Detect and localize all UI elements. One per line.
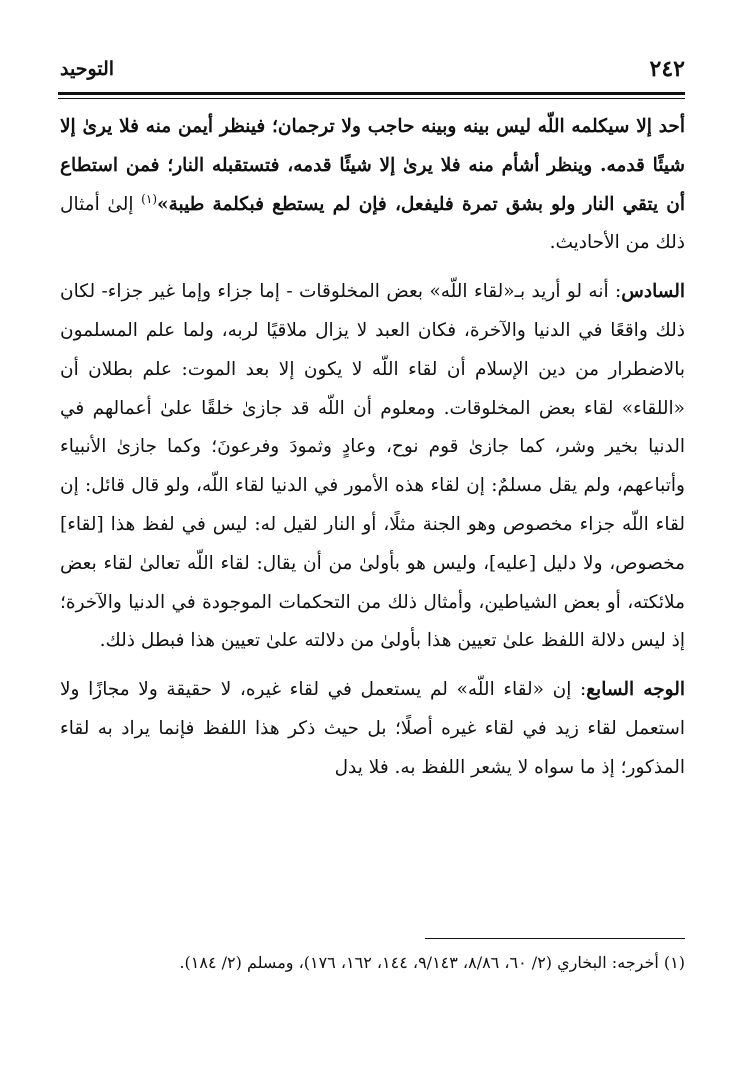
hadith-quote: أحد إلا سيكلمه اللّه ليس بينه وبينه حاجب ولا ترجمان؛ فينظر أيمن منه فلا يرىٰ إلا شيئًا قدمه. وينظر أشأم منه فلا يرىٰ إلا شيئًا قدمه، فتستقبله النار؛ فمن استطاع أن يتقي النار ولو بشق تمرة فليفعل، فإن لم يستطع فبكلمة طيبة» — [60, 116, 686, 215]
footnote-marker: (١) — [141, 191, 157, 206]
section-label-seventh: الوجه السابع — [586, 679, 685, 701]
section-label-sixth: السادس — [621, 281, 685, 303]
paragraph-sixth-text: : أنه لو أريد بـ«لقاء اللّه» بعض المخلوقات - إما جزاء وإما غير جزاء- لكان ذلك واقعًا في الدنيا والآخرة، فكان العبد لا يزال ملاقيًا لربه، ولما علم المسلمون بالاضطرار من دين الإسلام أن لقاء اللّه لا يكون إلا بعد الموت: علم بطلان أن «اللقاء» لقاء بعض المخلوقات. ومعلوم أن اللّه قد جازىٰ خلقًا علىٰ أعمالهم في الدنيا بخير وشر، كما جازىٰ قوم نوح، وعادٍ وثمودَ وفرعونَ؛ وكما جازىٰ الأنبياء وأتباعهم، ولم يقل مسلمٌ: إن لقاء هذه الأمور في الدنيا لقاء اللّه، ولو قال قائل: إن لقاء اللّه جزاء مخصوص وهو الجنة مثلًا، أو النار لقيل له: ليس في لفظ هذا [لقاء] مخصوص، ولا دليل [عليه]، وليس هو بأولىٰ من أن يقال: لقاء اللّه تعالىٰ لقاء بعض ملائكته، أو بعض الشياطين، وأمثال ذلك من التحكمات الموجودة في الدنيا والآخرة؛ إذ ليس دلالة اللفظ علىٰ تعيين هذا بأولىٰ من دلالته علىٰ تعيين هذا فبطل ذلك. — [60, 281, 685, 652]
paragraph-sixth — [60, 273, 685, 661]
page-header — [60, 52, 685, 92]
footnote-separator — [425, 938, 685, 939]
paragraph-seventh — [60, 671, 685, 787]
paragraph-hadith — [60, 108, 685, 263]
page-number: ٢٤٢ — [649, 56, 685, 82]
main-text — [60, 108, 685, 788]
footnote: (١) أخرجه: البخاري (٢/ ٦٠، ٨/٨٦، ٩/١٤٣، ١٤٤، ١٦٢، ١٧٦)، ومسلم (٢/ ١٨٤). — [179, 953, 685, 972]
paragraph-seventh-text: : إن «لقاء اللّه» لم يستعمل في لقاء غيره، لا حقيقة ولا مجازًا ولا استعمل لقاء زيد في لقاء غيره أصلًا؛ بل حيث ذكر هذا اللفظ فإنما يراد به لقاء المذكور؛ إذ ما سواه لا يشعر اللفظ به. فلا يدل — [60, 679, 685, 778]
header-rule-thick — [58, 92, 685, 95]
paragraph-continuation: إلىٰ أمثال ذلك من الأحاديث. — [60, 193, 685, 254]
running-title: التوحيد — [60, 58, 115, 80]
header-rule-thin — [58, 98, 685, 99]
